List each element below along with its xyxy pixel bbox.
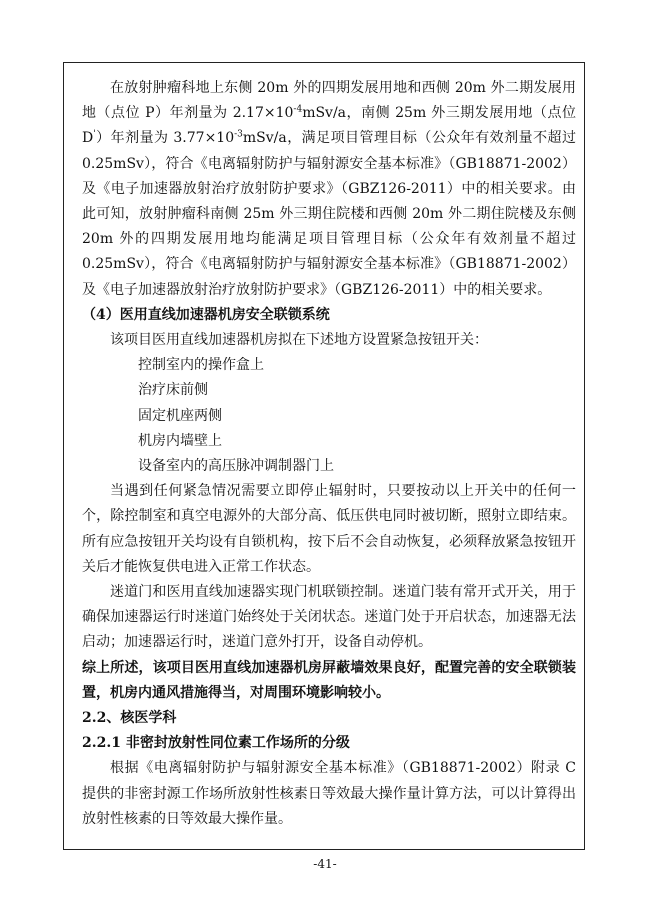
list-item: 设备室内的高压脉冲调制器门上 [138, 458, 334, 475]
page-number: -41- [313, 857, 337, 871]
subsection-heading-classification: 2.2.1 非密封放射性同位素工作场所的分级 [82, 735, 350, 752]
section-heading-nuclear-medicine: 2.2、核医学科 [82, 710, 177, 727]
document-body [82, 76, 576, 832]
paragraph-emergency-stop: 当遇到任何紧急情况需要立即停止辐射时，只要按动以上开关中的任何一个，除控制室和真空电源外的大部分高、低压供电同时被切断，照射立即结束。所有应急按钮开关均设有自锁机构，按下后不会自动恢复，必须释放紧急按钮开关后才能恢复供电进入正常工作状态。 [82, 483, 576, 575]
list-item: 治疗床前侧 [138, 382, 208, 399]
paragraph-emergency-buttons-intro: 该项目医用直线加速器机房拟在下述地方设置紧急按钮开关： [110, 332, 488, 349]
list-item: 固定机座两侧 [138, 407, 222, 424]
list-item: 机房内墙壁上 [138, 432, 222, 449]
paragraph-door-interlock: 迷道门和医用直线加速器实现门机联锁控制。迷道门装有常开式开关，用于确保加速器运行时迷道门始终处于关闭状态。迷道门处于开启状态，加速器无法启动；加速器运行时，迷道门意外打开，设备自动停机。 [82, 584, 576, 651]
paragraph-classification: 根据《电离辐射防护与辐射源安全基本标准》（GB18871-2002）附录 C 提供的非密封源工作场所放射性核素日等效最大操作量计算方法，可以计算得出放射性核素的日等效最大操作量。 [82, 760, 576, 827]
list-item: 控制室内的操作盒上 [138, 357, 264, 374]
paragraph-summary: 综上所述，该项目医用直线加速器机房屏蔽墙效果良好，配置完善的安全联锁装置，机房内通风措施得当，对周围环境影响较小。 [82, 659, 576, 701]
section-heading-interlock: （4）医用直线加速器机房安全联锁系统 [82, 306, 330, 323]
paragraph-annual-dose: 在放射肿瘤科地上东侧 20m 外的四期发展用地和西侧 20m 外二期发展用地（点位 P）年剂量为 $2.17\times 10^{-4}mSv/a$，南侧 25m 外三期发展用地（点位 D'）年剂量为 $3.77\times 10^{-3}mSv/a$，满足项目管理目标（公众年有效剂量不超过 0.25mSv），符合《电离辐射防护与辐射源安全基本标准》（GB18871-2002）及《电子加速器放射治疗放射防护要求》（GBZ126-2011）中的相关要求。由此可知，放射肿瘤科南侧 25m 外三期住院楼和西侧 20m 外二期住院楼及东侧 20m 外的四期发展用地均能满足项目管理目标（公众年有效剂量不超过 0.25mSv），符合《电离辐射防护与辐射源安全基本标准》（GB18871-2002）及《电子加速器放射治疗放射防护要求》（GBZ126-2011）中的相关要求。 [82, 80, 576, 298]
